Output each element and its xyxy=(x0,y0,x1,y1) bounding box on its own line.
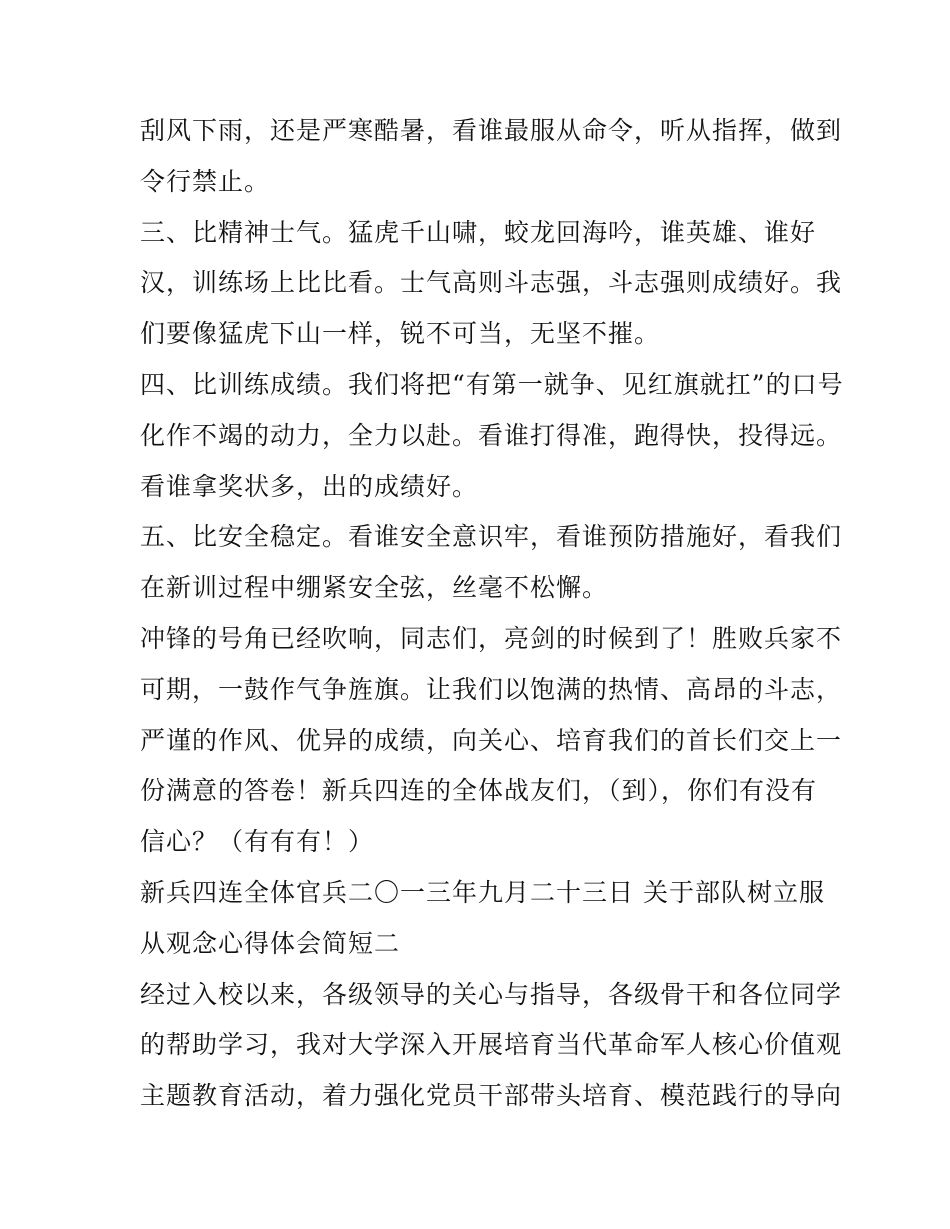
text-line: 四、比训练成绩。我们将把“有第一就争、见红旗就扛”的口号 xyxy=(140,369,844,399)
text-line: 从观念心得体会简短二 xyxy=(140,928,401,958)
text-line: 刮风下雨，还是严寒酷暑，看谁最服从命令，听从指挥，做到 xyxy=(140,116,843,145)
text-line: 份满意的答卷！新兵四连的全体战友们，（到），你们有没有 xyxy=(140,776,818,806)
text-line: 三、比精神士气。猛虎千山啸，蛟龙回海吟，谁英雄、谁好 xyxy=(140,217,817,247)
text-line: 经过入校以来，各级领导的关心与指导，各级骨干和各位同学 xyxy=(140,979,843,1009)
text-line: 主题教育活动，着力强化党员干部带头培育、模范践行的导向 xyxy=(140,1081,843,1111)
text-line: 汉，训练场上比比看。士气高则斗志强，斗志强则成绩好。我 xyxy=(140,268,843,298)
text-line: 的帮助学习，我对大学深入开展培育当代革命军人核心价值观 xyxy=(140,1030,843,1060)
text-line: 令行禁止。 xyxy=(140,166,271,196)
text-line: 新兵四连全体官兵二〇一三年九月二十三日 关于部队树立服 xyxy=(140,877,825,907)
text-line: 化作不竭的动力，全力以赴。看谁打得准，跑得快，投得远。 xyxy=(140,420,843,450)
text-line: 在新训过程中绷紧安全弦，丝毫不松懈。 xyxy=(140,573,609,603)
text-line: 严谨的作风、优异的成绩，向关心、培育我们的首长们交上一 xyxy=(140,725,843,755)
document-body xyxy=(140,106,844,1122)
text-line: 冲锋的号角已经吹响，同志们，亮剑的时候到了！胜败兵家不 xyxy=(140,623,843,653)
text-line: 看谁拿奖状多，出的成绩好。 xyxy=(140,471,479,501)
text-line: 们要像猛虎下山一样，锐不可当，无坚不摧。 xyxy=(140,319,661,349)
text-line: 可期，一鼓作气争旌旗。让我们以饱满的热情、高昂的斗志， xyxy=(140,674,843,704)
text-line: 五、比安全稳定。看谁安全意识牢，看谁预防措施好，看我们 xyxy=(140,522,843,552)
text-line: 信心？（有有有！） xyxy=(140,827,375,857)
